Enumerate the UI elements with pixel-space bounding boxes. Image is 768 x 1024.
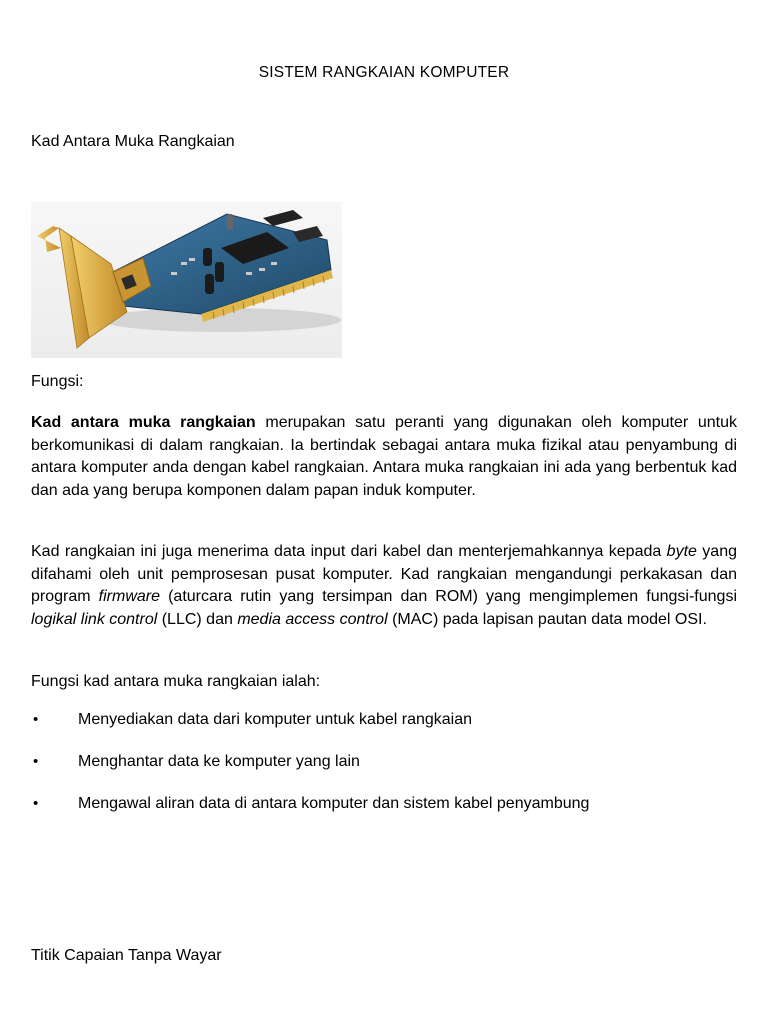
bullet-icon: •	[33, 795, 39, 812]
list-item	[31, 753, 737, 795]
next-section-heading: Titik Capaian Tanpa Wayar	[31, 947, 222, 964]
network-card-image	[31, 202, 342, 358]
paragraph-details-part5: (MAC) pada lapisan pautan data model OSI.	[387, 610, 707, 628]
paragraph-details-part4: (LLC) dan	[157, 610, 238, 628]
term-mac: media access control	[237, 610, 388, 628]
functions-list	[31, 711, 737, 837]
list-item-text: Menghantar data ke komputer yang lain	[78, 753, 360, 770]
fungsi-label: Fungsi:	[31, 373, 84, 390]
paragraph-details-part1: Kad rangkaian ini juga menerima data input dari kabel dan menterjemahkannya kepada	[31, 543, 667, 560]
document-title: SISTEM RANGKAIAN KOMPUTER	[258, 64, 510, 81]
paragraph-details	[31, 541, 737, 631]
paragraph-details-part3: (aturcara rutin yang tersimpan dan ROM) yang mengimplemen fungsi-fungsi	[160, 588, 738, 605]
term-llc: logikal link control	[31, 610, 158, 628]
list-item-text: Mengawal aliran data di antara komputer dan sistem kabel penyambung	[78, 795, 590, 812]
paragraph-definition	[31, 412, 737, 502]
term-byte: byte	[666, 543, 697, 560]
bold-term: Kad antara muka rangkaian	[31, 414, 256, 431]
bullet-icon: •	[33, 711, 39, 728]
term-firmware: firmware	[98, 588, 161, 605]
functions-intro: Fungsi kad antara muka rangkaian ialah:	[31, 673, 321, 690]
paragraph-definition-text: merupakan satu peranti yang digunakan oleh komputer untuk berkomunikasi di dalam rangkaian. Ia bertindak sebagai antara muka fizikal atau penyambung di antara komputer anda dengan kabel rangkaian. Antara muka rangkaian ini ada yang berbentuk kad dan ada yang berupa komponen dalam papan induk komputer.	[31, 414, 737, 499]
section-heading: Kad Antara Muka Rangkaian	[31, 133, 235, 150]
list-item	[31, 711, 737, 753]
network-card-illustration	[31, 202, 342, 358]
list-item-text: Menyediakan data dari komputer untuk kabel rangkaian	[78, 711, 473, 728]
paragraph-details-part2: yang difahami oleh unit pemprosesan pusat komputer. Kad rangkaian mengandungi perkakasan dan program	[31, 543, 738, 605]
bullet-icon: •	[33, 753, 39, 770]
list-item	[31, 795, 737, 837]
